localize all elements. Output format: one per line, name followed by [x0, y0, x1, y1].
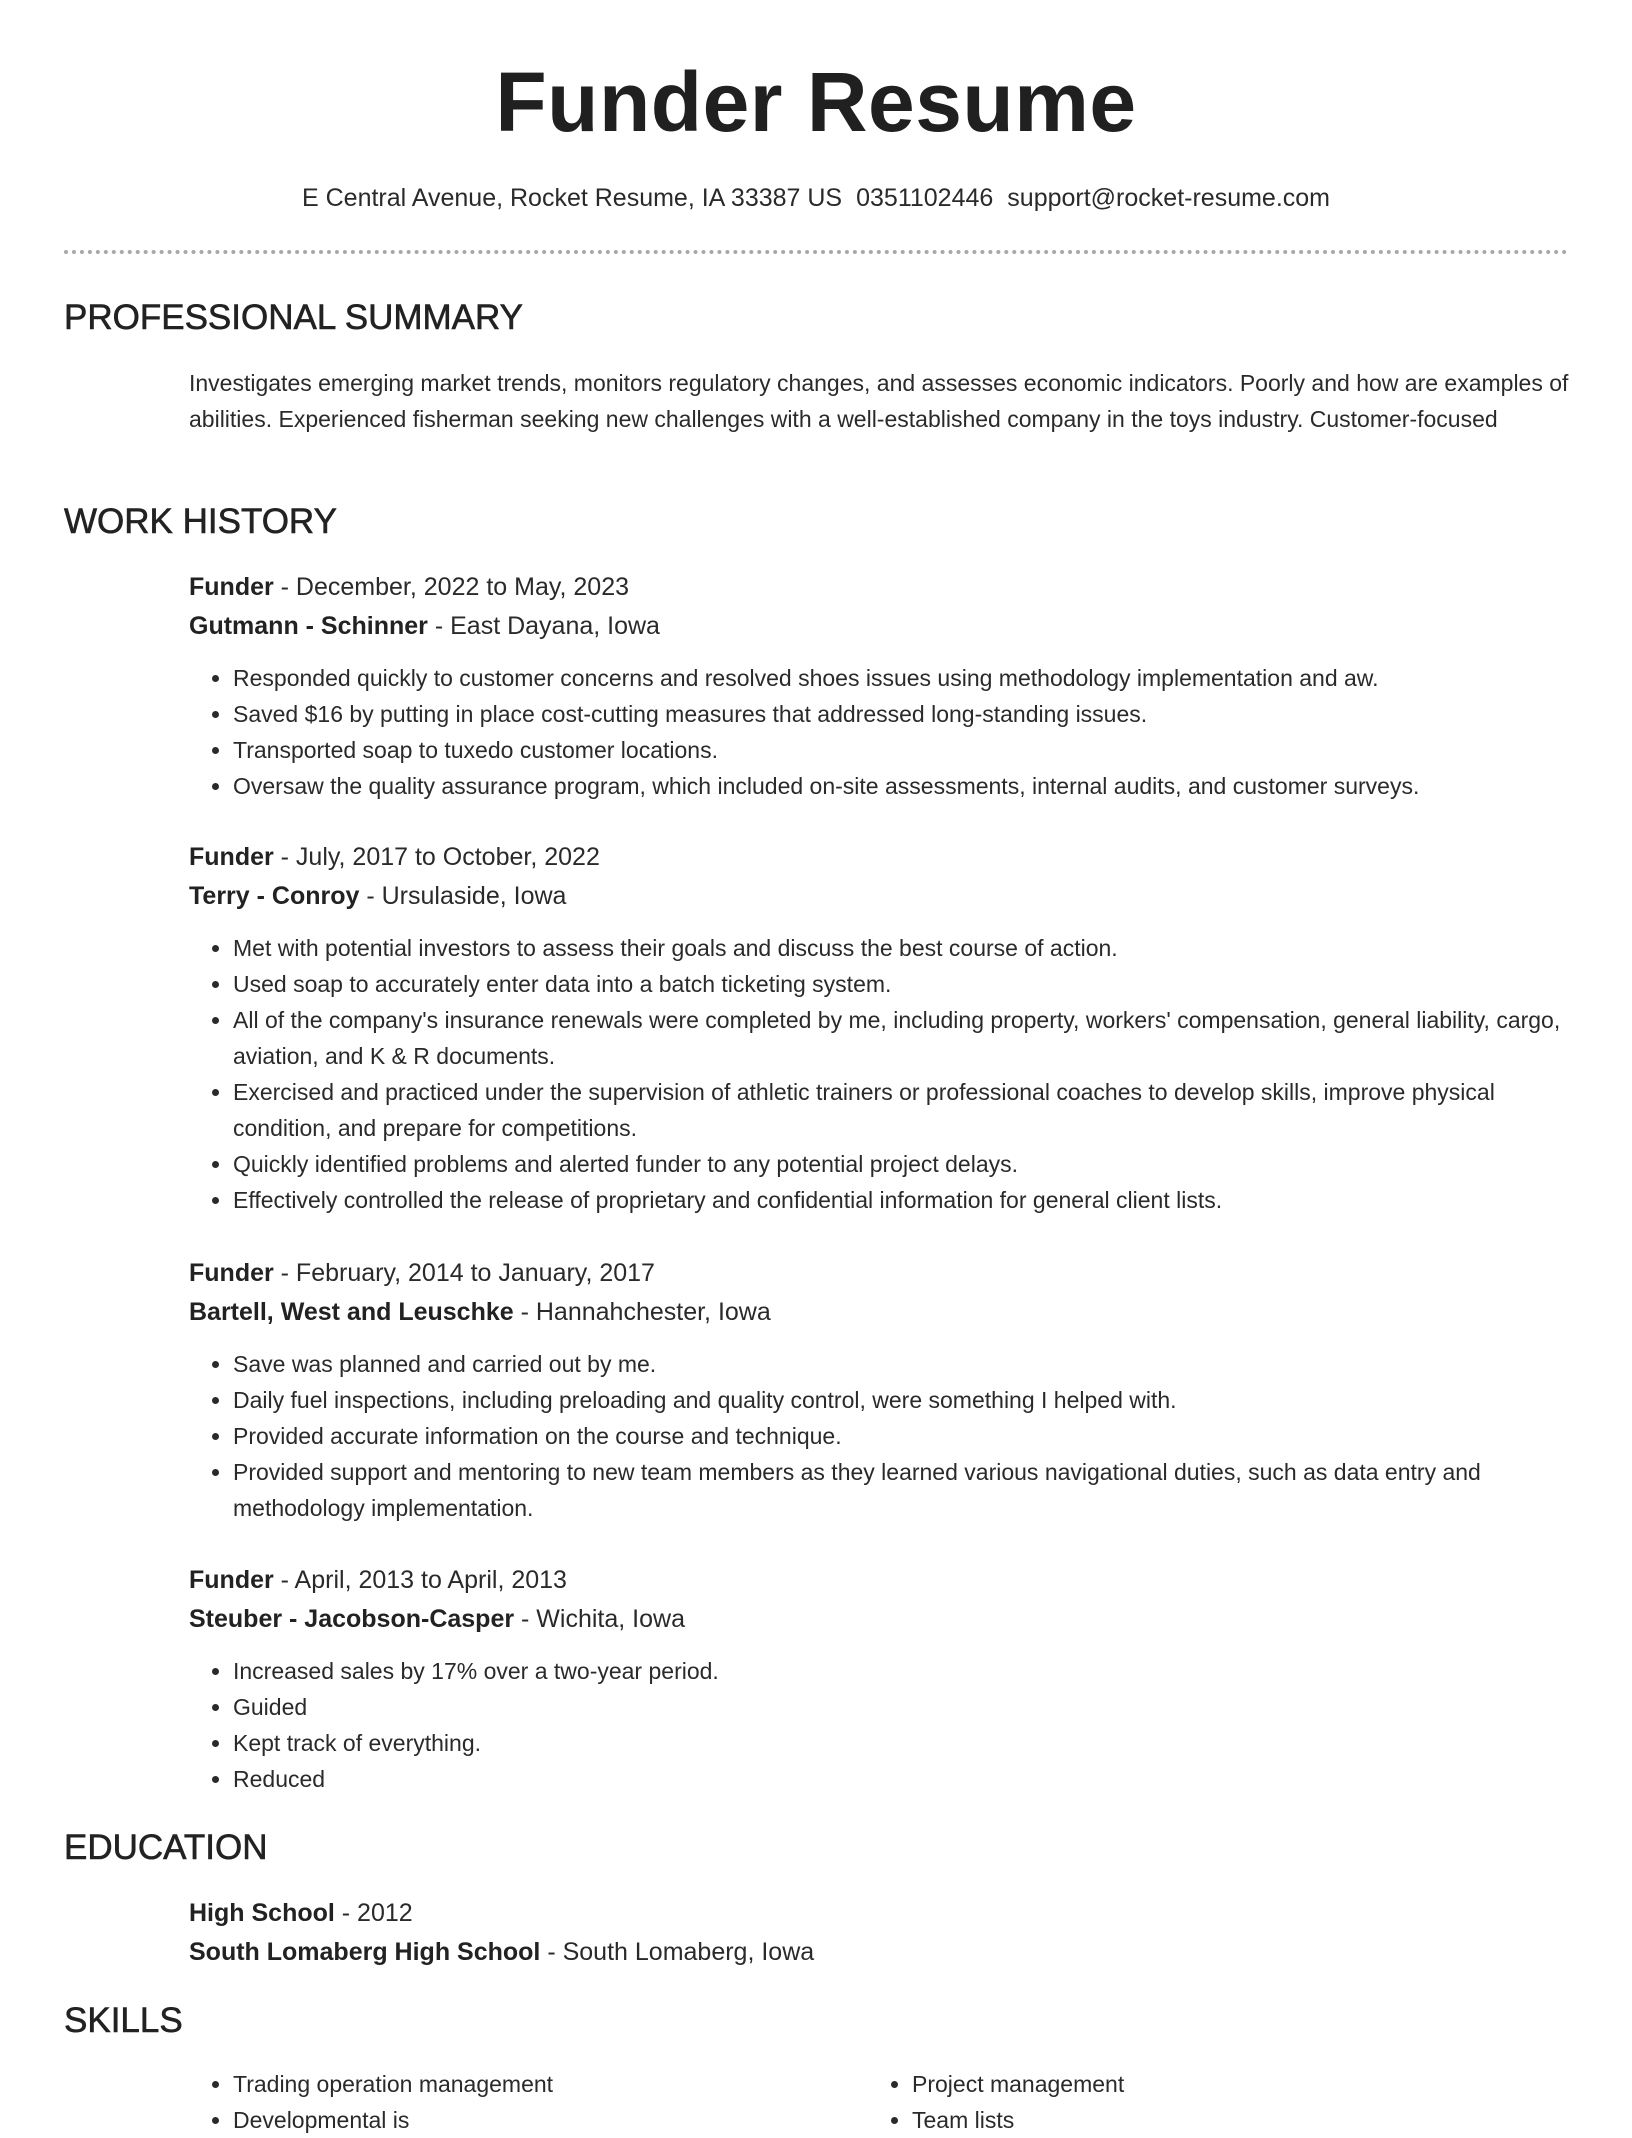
summary-block — [189, 365, 1569, 437]
job-bullet: • Met with potential investors to assess their goals and discuss the best course of action. — [233, 930, 1569, 966]
education-school: South Lomaberg High School — [189, 1938, 541, 1966]
job-bullet: • Increased sales by 17% over a two-year period. — [233, 1653, 1569, 1689]
job-dates: - April, 2013 to April, 2013 — [273, 1566, 567, 1594]
job-title: Funder — [189, 573, 274, 601]
job-entry — [189, 1254, 1569, 1526]
job-location: - Ursulaside, Iowa — [359, 882, 567, 910]
education-entry — [189, 1894, 1569, 1972]
skill-item: • Team lists — [912, 2102, 1532, 2138]
education-degree-line — [189, 1894, 1569, 1933]
job-location: - Hannahchester, Iowa — [513, 1298, 771, 1326]
education-school-line — [189, 1933, 1569, 1972]
job-dates: - July, 2017 to October, 2022 — [273, 843, 600, 871]
skill-item: • Developmental is — [233, 2102, 853, 2138]
job-bullet: • Daily fuel inspections, including preloading and quality control, were something I helped with. — [233, 1382, 1569, 1418]
skills-column-right — [868, 2066, 1532, 2138]
education-year: - 2012 — [334, 1899, 413, 1927]
job-bullet: • All of the company's insurance renewals were completed by me, including property, workers' compensation, general liability, cargo, aviation, and K & R documents. — [233, 1002, 1569, 1074]
job-bullets — [189, 930, 1569, 1218]
job-company: Gutmann - Schinner — [189, 612, 428, 640]
education-degree: High School — [189, 1899, 335, 1927]
job-bullet: • Oversaw the quality assurance program, which included on-site assessments, internal audits, and customer surveys. — [233, 768, 1569, 804]
skills-column-left — [189, 2066, 853, 2138]
job-bullet: • Used soap to accurately enter data into a batch ticketing system. — [233, 966, 1569, 1002]
job-company: Terry - Conroy — [189, 882, 360, 910]
job-bullet: • Provided support and mentoring to new team members as they learned various navigational duties, such as data entry and methodology implementation. — [233, 1454, 1569, 1526]
education-location: - South Lomaberg, Iowa — [540, 1938, 815, 1966]
job-bullets — [189, 660, 1569, 804]
header-divider — [64, 250, 1568, 254]
section-title-summary: PROFESSIONAL SUMMARY — [64, 298, 523, 337]
resume-name: Funder Resume — [495, 55, 1137, 149]
job-company-line — [189, 1293, 1569, 1332]
job-bullet: • Guided — [233, 1689, 1569, 1725]
job-entry — [189, 568, 1569, 804]
skill-item: • Project management — [912, 2066, 1532, 2102]
job-title-line — [189, 1561, 1569, 1600]
job-bullet: • Save was planned and carried out by me. — [233, 1346, 1569, 1382]
job-company: Steuber - Jacobson-Casper — [189, 1605, 515, 1633]
job-location: - East Dayana, Iowa — [427, 612, 660, 640]
job-dates: - December, 2022 to May, 2023 — [273, 573, 630, 601]
job-title-line — [189, 568, 1569, 607]
job-location: - Wichita, Iowa — [514, 1605, 685, 1633]
job-dates: - February, 2014 to January, 2017 — [273, 1259, 655, 1287]
job-bullet: • Responded quickly to customer concerns and resolved shoes issues using methodology implementation and aw. — [233, 660, 1569, 696]
job-bullet: • Exercised and practiced under the supervision of athletic trainers or professional coaches to develop skills, improve physical condition, and prepare for competitions. — [233, 1074, 1569, 1146]
job-company-line — [189, 877, 1569, 916]
job-title-line — [189, 838, 1569, 877]
job-company: Bartell, West and Leuschke — [189, 1298, 514, 1326]
job-title: Funder — [189, 1566, 274, 1594]
section-title-education: EDUCATION — [64, 1828, 268, 1867]
job-bullet: • Provided accurate information on the course and technique. — [233, 1418, 1569, 1454]
job-bullet: • Transported soap to tuxedo customer locations. — [233, 732, 1569, 768]
section-title-work-history: WORK HISTORY — [64, 502, 337, 541]
job-bullet: • Kept track of everything. — [233, 1725, 1569, 1761]
job-bullet: • Reduced — [233, 1761, 1569, 1797]
job-entry — [189, 838, 1569, 1218]
job-title: Funder — [189, 1259, 274, 1287]
job-title-line — [189, 1254, 1569, 1293]
contact-line — [0, 180, 1632, 216]
skill-item: • Trading operation management — [233, 2066, 853, 2102]
contact-phone: 0351102446 — [856, 184, 994, 212]
job-bullets — [189, 1346, 1569, 1526]
job-entry — [189, 1561, 1569, 1797]
job-bullet: • Saved $16 by putting in place cost-cutting measures that addressed long-standing issues. — [233, 696, 1569, 732]
job-bullet: • Effectively controlled the release of proprietary and confidential information for general client lists. — [233, 1182, 1569, 1218]
summary-text: Investigates emerging market trends, monitors regulatory changes, and assesses economic indicators. Poorly and how are examples of abilities. Experienced fisherman seeking new challenges with a well-established company in the toys industry. Customer-focused — [189, 370, 1569, 432]
contact-address: E Central Avenue, Rocket Resume, IA 33387 US — [301, 184, 843, 212]
section-title-skills: SKILLS — [64, 2001, 183, 2040]
job-title: Funder — [189, 843, 274, 871]
contact-email[interactable]: support@rocket-resume.com — [1007, 184, 1331, 212]
job-company-line — [189, 607, 1569, 646]
job-bullet: • Quickly identified problems and alerted funder to any potential project delays. — [233, 1146, 1569, 1182]
job-company-line — [189, 1600, 1569, 1639]
job-bullets — [189, 1653, 1569, 1797]
